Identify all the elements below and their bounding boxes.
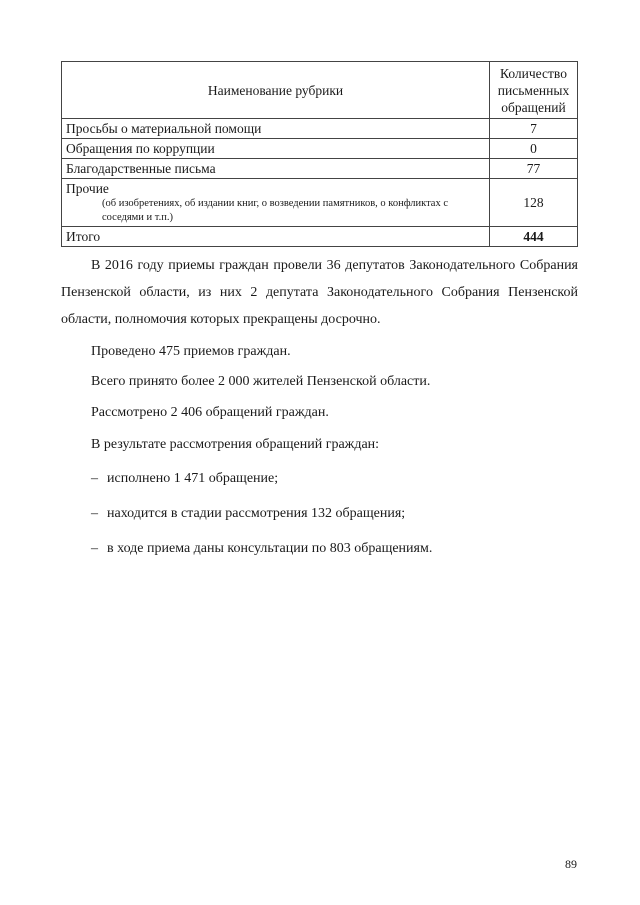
header-letter-count: Количество письменных обращений	[490, 62, 578, 119]
table-row	[62, 139, 578, 159]
table-header-row	[62, 62, 578, 119]
row-name: Прочие	[66, 181, 109, 196]
paragraph-text: В 2016 году приемы граждан провели 36 депутатов Законодательного Собрания Пензенской области, из них 2 депутата Законодательного Собрания Пензенской области, полномочия которых прекращены досрочно.	[61, 258, 578, 327]
row-name: Просьбы о материальной помощи	[62, 119, 490, 139]
total-label: Итого	[62, 227, 490, 247]
row-name: Обращения по коррупции	[62, 139, 490, 159]
page-number: 89	[565, 857, 577, 871]
row-value: 7	[490, 119, 578, 139]
table-row	[62, 159, 578, 179]
header-rubric-name: Наименование рубрики	[62, 62, 490, 119]
bullet-text: находится в стадии рассмотрения 132 обращения;	[107, 506, 406, 521]
bullet-item	[91, 540, 432, 558]
row-value: 128	[490, 179, 578, 227]
table-row	[62, 119, 578, 139]
deputies-paragraph	[61, 252, 578, 333]
receptions-line: Проведено 475 приемов граждан.	[91, 344, 291, 359]
bullet-item	[91, 470, 278, 488]
bullet-dash: –	[91, 471, 98, 486]
row-subtext: (об изобретениях, об издании книг, о возведении памятников, о конфликтах с соседями и т.п.)	[102, 198, 448, 223]
total-value: 444	[490, 227, 578, 247]
residents-line: Всего принято более 2 000 жителей Пензенской области.	[91, 374, 431, 389]
table-total-row	[62, 227, 578, 247]
bullet-text: в ходе приема даны консультации по 803 обращениям.	[107, 541, 433, 556]
results-intro-line: В результате рассмотрения обращений граждан:	[91, 437, 380, 452]
bullet-dash: –	[91, 541, 98, 556]
row-value: 0	[490, 139, 578, 159]
row-name-cell	[62, 179, 490, 227]
bullet-text: исполнено 1 471 обращение;	[107, 471, 279, 486]
row-value: 77	[490, 159, 578, 179]
bullet-item	[91, 505, 405, 523]
table-row	[62, 179, 578, 227]
bullet-dash: –	[91, 506, 98, 521]
rubrics-table	[61, 61, 578, 247]
appeals-line: Рассмотрено 2 406 обращений граждан.	[91, 405, 329, 420]
row-name: Благодарственные письма	[62, 159, 490, 179]
